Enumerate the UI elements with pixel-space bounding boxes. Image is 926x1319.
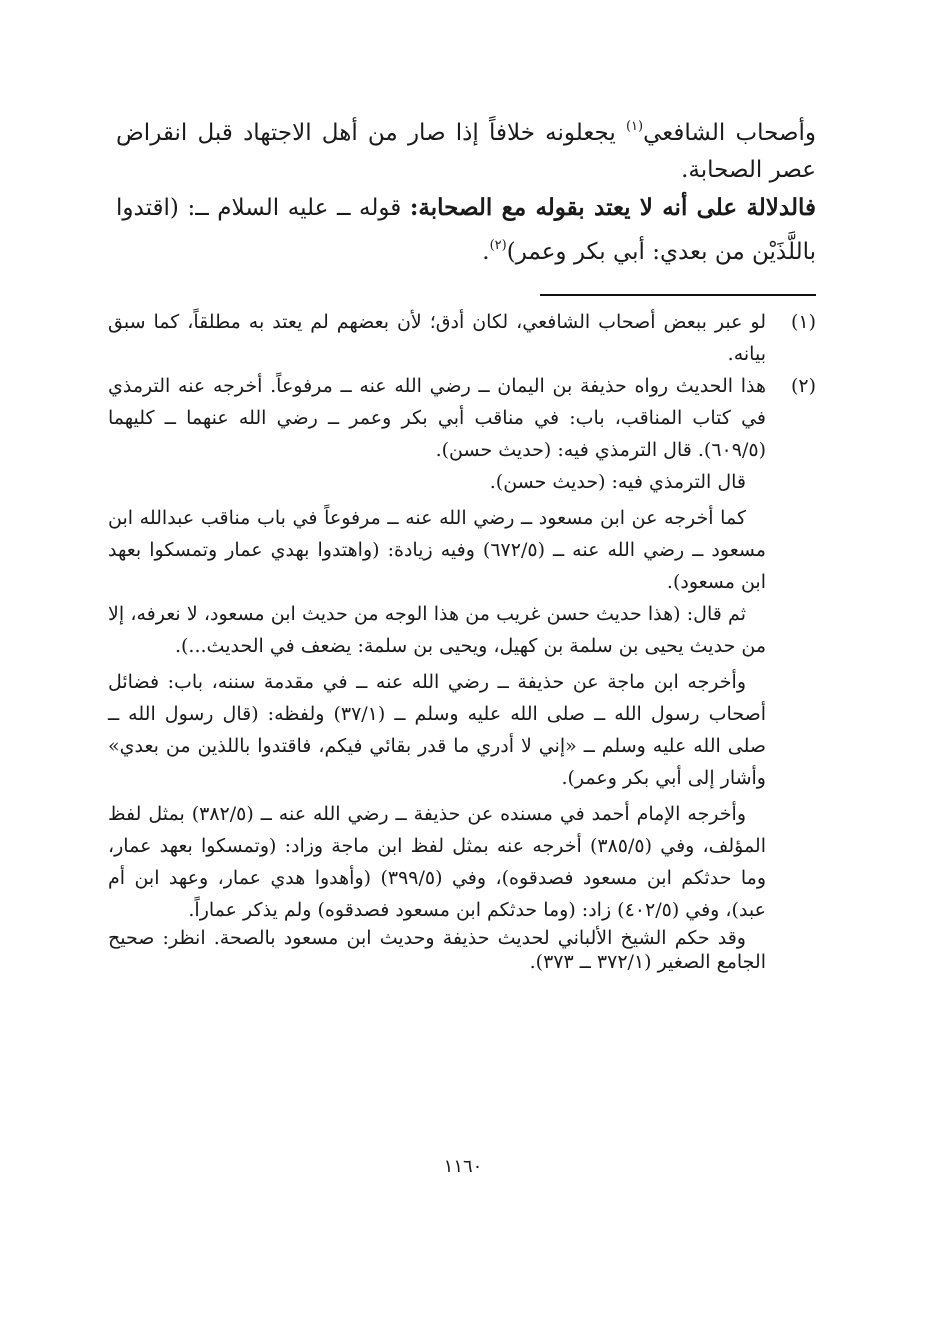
footnote-number: (٢) [790,375,816,397]
main-paragraph-2-end: . [482,239,490,265]
footnote-paragraph: هذا الحديث رواه حذيفة بن اليمان ــ رضي الله عنه ــ مرفوعاً. أخرجه عنه الترمذي في كتاب المناقب، باب: في مناقب أبي بكر وعمر ــ رضي الله عنهما ــ كليهما (٦٠٩/٥). قال الترمذي فيه: (حديث حسن). [108,375,766,461]
footnote-paragraph: كما أخرجه عن ابن مسعود ــ رضي الله عنه ــ مرفوعاً في باب مناقب عبدالله ابن مسعود ــ رضي الله عنه ــ (٦٧٢/٥) وفيه زيادة: (واهتدوا بهدي عمار وتمسكوا بعهد ابن مسعود). [108,507,766,593]
main-paragraph-1-rest: يجعلونه خلافاً إذا صار من أهل الاجتهاد قبل انقراض عصر الصحابة. [116,120,816,183]
footnote-ref-2: (٢) [489,238,507,253]
page-number: ١١٦٠ [443,1156,483,1177]
footnote-separator [540,294,816,296]
footnote-paragraph: لو عبر ببعض أصحاب الشافعي، لكان أدق؛ لأن بعضهم لم يعتد به مطلقاً، كما سبق بيانه. [108,311,766,365]
footnotes [108,306,816,974]
footnote-paragraph: وقد حكم الشيخ الألباني لحديث حذيفة وحديث ابن مسعود بالصحة. انظر: صحيح الجامع الصغير (٣٧٢/١ ــ ٣٧٣). [108,927,766,973]
main-paragraph-2-rest: قوله ــ عليه السلام ــ: (اقتدوا باللَّذَيْن من بعدي: أبي بكر وعمر) [116,195,816,265]
footnote-number: (١) [790,311,816,333]
main-text [116,108,816,271]
main-paragraph-1 [116,108,816,189]
footnote-1 [108,306,816,370]
main-paragraph-2 [116,189,816,271]
footnote-ref-1: (١) [625,119,644,134]
main-paragraph-1-start: وأصحاب الشافعي [643,120,816,146]
footnote-2 [108,370,816,974]
main-paragraph-2-lead: فالدلالة على أنه لا يعتد بقوله مع الصحابة: [409,194,816,221]
footnote-paragraph: قال الترمذي فيه: (حديث حسن). [489,471,746,493]
footnote-paragraph: وأخرجه الإمام أحمد في مسنده عن حذيفة ــ رضي الله عنه ــ (٣٨٢/٥) بمثل لفظ المؤلف، وفي (٣٨٥/٥) أخرجه عنه بمثل لفظ ابن ماجة وزاد: (وتمسكوا بعهد عمار، وما حدثكم ابن مسعود فصدقوه)، وفي (٣٩٩/٥) (وأهدوا هدي عمار، وعهد ابن أم عبد)، وفي (٤٠٢/٥) زاد: (وما حدثكم ابن مسعود فصدقوه) ولم يذكر عماراً. [108,803,767,921]
footnote-paragraph: وأخرجه ابن ماجة عن حذيفة ــ رضي الله عنه ــ في مقدمة سننه، باب: فضائل أصحاب رسول الله ــ صلى الله عليه وسلم ــ (٣٧/١) ولفظه: (قال رسول الله ــ صلى الله عليه وسلم ــ «إني لا أدري ما قدر بقائي فيكم، فاقتدوا باللذين من بعدي» وأشار إلى أبي بكر وعمر). [108,671,766,789]
footnote-paragraph: ثم قال: (هذا حديث حسن غريب من هذا الوجه من حديث ابن مسعود، لا نعرفه، إلا من حديث يحيى بن سلمة بن كهيل، ويحيى بن سلمة: يضعف في الحديث...). [108,603,766,657]
